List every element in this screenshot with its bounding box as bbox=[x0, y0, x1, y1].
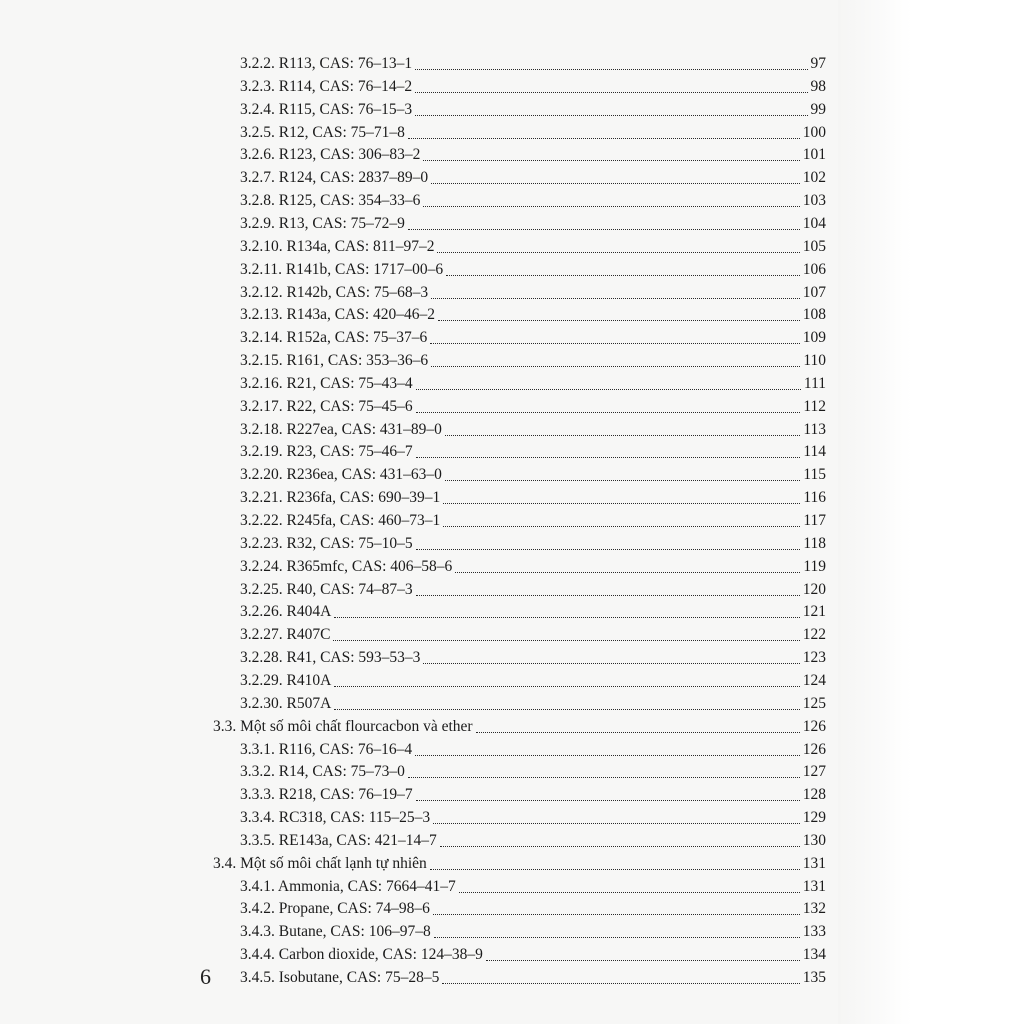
toc-entry-title: 3.4.1. Ammonia, CAS: 7664–41–7 bbox=[240, 877, 456, 895]
dot-leader bbox=[415, 69, 807, 70]
toc-subsection-entry bbox=[240, 922, 826, 942]
toc-subsection-entry bbox=[240, 77, 826, 97]
toc-entry-page: 102 bbox=[802, 169, 826, 187]
dot-leader bbox=[440, 846, 800, 847]
dot-leader bbox=[486, 960, 800, 961]
toc-subsection-entry bbox=[240, 442, 826, 462]
dot-leader bbox=[431, 298, 800, 299]
dot-leader bbox=[433, 914, 800, 915]
dot-leader bbox=[443, 526, 800, 527]
dot-leader bbox=[416, 412, 801, 413]
toc-entry-title: 3.2.4. R115, CAS: 76–15–3 bbox=[240, 100, 413, 118]
dot-leader bbox=[416, 595, 800, 596]
toc-entry-page: 111 bbox=[803, 374, 826, 392]
toc-subsection-entry bbox=[240, 328, 826, 348]
toc-entry-title: 3.2.18. R227ea, CAS: 431–89–0 bbox=[240, 420, 442, 438]
dot-leader bbox=[416, 389, 801, 390]
toc-subsection-entry bbox=[240, 191, 826, 211]
toc-entry-title: 3.4.3. Butane, CAS: 106–97–8 bbox=[240, 923, 431, 941]
toc-entry-page: 119 bbox=[803, 557, 826, 575]
toc-entry-page: 103 bbox=[802, 192, 826, 210]
toc-subsection-entry bbox=[240, 214, 826, 234]
toc-entry-title: 3.2.10. R134a, CAS: 811–97–2 bbox=[240, 237, 435, 255]
dot-leader bbox=[430, 869, 800, 870]
toc-entry-page: 126 bbox=[802, 717, 826, 735]
toc-entry-page: 100 bbox=[802, 123, 826, 141]
toc-entry-title: 3.2.26. R404A bbox=[240, 603, 332, 621]
toc-entry-title: 3.2.20. R236ea, CAS: 431–63–0 bbox=[240, 466, 442, 484]
toc-entry-page: 131 bbox=[802, 854, 826, 872]
dot-leader bbox=[416, 800, 800, 801]
toc-subsection-entry bbox=[240, 671, 826, 691]
dot-leader bbox=[443, 503, 800, 504]
toc-entry-title: 3.2.29. R410A bbox=[240, 671, 332, 689]
toc-entry-title: 3.2.25. R40, CAS: 74–87–3 bbox=[240, 580, 413, 598]
toc-entry-title: 3.2.22. R245fa, CAS: 460–73–1 bbox=[240, 512, 441, 529]
dot-leader bbox=[433, 823, 800, 824]
toc-entry-page: 121 bbox=[802, 603, 826, 621]
toc-entry-title: 3.3. Một số môi chất flourcacbon và ether bbox=[213, 717, 473, 735]
toc-entry-page: 114 bbox=[803, 443, 826, 461]
toc-entry-title: 3.2.19. R23, CAS: 75–46–7 bbox=[240, 443, 413, 461]
toc-subsection-entry bbox=[240, 351, 826, 371]
toc-entry-page: 108 bbox=[802, 306, 826, 324]
toc-entry-page: 99 bbox=[810, 100, 826, 118]
toc-entry-title: 3.2.14. R152a, CAS: 75–37–6 bbox=[240, 329, 428, 347]
toc-entry-title: 3.2.6. R123, CAS: 306–83–2 bbox=[240, 146, 421, 164]
toc-entry-page: 128 bbox=[802, 786, 826, 804]
toc-section-entry bbox=[213, 854, 826, 874]
dot-leader bbox=[442, 983, 799, 984]
toc-entry-page: 132 bbox=[802, 900, 826, 918]
dot-leader bbox=[430, 343, 799, 344]
toc-entry-page: 115 bbox=[803, 466, 826, 484]
toc-entry-title: 3.2.16. R21, CAS: 75–43–4 bbox=[240, 374, 413, 392]
toc-entry-title: 3.2.9. R13, CAS: 75–72–9 bbox=[240, 214, 405, 232]
toc-subsection-entry bbox=[240, 945, 826, 965]
toc-entry-page: 109 bbox=[802, 329, 826, 347]
dot-leader bbox=[416, 457, 801, 458]
dot-leader bbox=[455, 572, 800, 573]
toc-entry-title: 3.3.2. R14, CAS: 75–73–0 bbox=[240, 763, 405, 781]
toc-entry-title: 3.2.30. R507A bbox=[240, 694, 332, 712]
toc-entry-page: 110 bbox=[803, 352, 826, 370]
dot-leader bbox=[334, 617, 799, 618]
toc-subsection-entry bbox=[240, 808, 826, 828]
toc-entry-title: 3.2.17. R22, CAS: 75–45–6 bbox=[240, 397, 413, 415]
toc-entry-page: 113 bbox=[803, 420, 826, 438]
page-margin-background bbox=[838, 0, 1024, 1024]
toc-subsection-entry bbox=[240, 260, 826, 280]
dot-leader bbox=[423, 160, 799, 161]
toc-entry-title: 3.3.5. RE143a, CAS: 421–14–7 bbox=[240, 831, 437, 849]
toc-entry-page: 106 bbox=[802, 260, 826, 278]
toc-subsection-entry bbox=[240, 602, 826, 622]
toc-entry-page: 134 bbox=[802, 946, 826, 964]
toc-entry-page: 133 bbox=[802, 923, 826, 941]
dot-leader bbox=[434, 937, 800, 938]
dot-leader bbox=[415, 755, 800, 756]
toc-subsection-entry bbox=[240, 968, 826, 988]
dot-leader bbox=[408, 138, 800, 139]
toc-entry-title: 3.4. Một số môi chất lạnh tự nhiên bbox=[213, 854, 427, 872]
page-number: 6 bbox=[200, 964, 211, 989]
toc-subsection-entry bbox=[240, 123, 826, 143]
dot-leader bbox=[415, 115, 807, 116]
dot-leader bbox=[459, 892, 800, 893]
toc-section-entry bbox=[213, 717, 826, 737]
toc-entry-page: 104 bbox=[802, 214, 826, 232]
dot-leader bbox=[445, 435, 800, 436]
dot-leader bbox=[476, 732, 800, 733]
toc-subsection-entry bbox=[240, 580, 826, 600]
toc-entry-page: 129 bbox=[802, 809, 826, 827]
toc-entry-page: 118 bbox=[803, 534, 826, 552]
toc-subsection-entry bbox=[240, 100, 826, 120]
toc-subsection-entry bbox=[240, 465, 826, 485]
toc-subsection-entry bbox=[240, 899, 826, 919]
toc-subsection-entry bbox=[240, 557, 826, 577]
toc-subsection-entry bbox=[240, 54, 826, 74]
toc-entry-title: 3.3.1. R116, CAS: 76–16–4 bbox=[240, 740, 413, 758]
toc-subsection-entry bbox=[240, 488, 826, 508]
dot-leader bbox=[446, 275, 800, 276]
dot-leader bbox=[408, 229, 800, 230]
dot-leader bbox=[423, 663, 799, 664]
toc-entry-title: 3.2.8. R125, CAS: 354–33–6 bbox=[240, 192, 421, 210]
toc-entry-title: 3.2.15. R161, CAS: 353–36–6 bbox=[240, 352, 429, 370]
toc-subsection-entry bbox=[240, 237, 826, 257]
toc-entry-title: 3.4.4. Carbon dioxide, CAS: 124–38–9 bbox=[240, 946, 483, 964]
toc-entry-title: 3.2.23. R32, CAS: 75–10–5 bbox=[240, 534, 413, 552]
toc-subsection-entry bbox=[240, 831, 826, 851]
toc-subsection-entry bbox=[240, 511, 826, 531]
dot-leader bbox=[445, 480, 800, 481]
toc-entry-page: 130 bbox=[802, 831, 826, 849]
toc-entry-page: 124 bbox=[802, 671, 826, 689]
toc-entry-title: 3.2.11. R141b, CAS: 1717–00–6 bbox=[240, 260, 444, 278]
toc-entry-page: 131 bbox=[802, 877, 826, 895]
toc-subsection-entry bbox=[240, 762, 826, 782]
toc-subsection-entry bbox=[240, 283, 826, 303]
toc-subsection-entry bbox=[240, 168, 826, 188]
toc-entry-page: 107 bbox=[802, 283, 826, 301]
dot-leader bbox=[334, 709, 799, 710]
dot-leader bbox=[438, 320, 800, 321]
dot-leader bbox=[431, 183, 800, 184]
toc-entry-page: 105 bbox=[802, 237, 826, 255]
dot-leader bbox=[333, 640, 799, 641]
toc-entry-page: 135 bbox=[802, 969, 826, 986]
toc-subsection-entry bbox=[240, 648, 826, 668]
toc-entry-page: 116 bbox=[803, 489, 826, 507]
toc-entry-title: 3.2.27. R407C bbox=[240, 626, 331, 644]
toc-entry-title: 3.3.4. RC318, CAS: 115–25–3 bbox=[240, 809, 431, 827]
toc-entry-page: 122 bbox=[802, 626, 826, 644]
toc-entry-title: 3.2.21. R236fa, CAS: 690–39–1 bbox=[240, 489, 441, 507]
toc-subsection-entry bbox=[240, 694, 826, 714]
dot-leader bbox=[437, 252, 799, 253]
toc-entry-title: 3.2.24. R365mfc, CAS: 406–58–6 bbox=[240, 557, 453, 575]
toc-entry-title: 3.2.5. R12, CAS: 75–71–8 bbox=[240, 123, 405, 141]
toc-subsection-entry bbox=[240, 740, 826, 760]
toc-entry-page: 97 bbox=[810, 55, 826, 72]
toc-entry-title: 3.2.7. R124, CAS: 2837–89–0 bbox=[240, 169, 429, 187]
toc-entry-title: 3.2.3. R114, CAS: 76–14–2 bbox=[240, 77, 413, 95]
toc-subsection-entry bbox=[240, 785, 826, 805]
toc-subsection-entry bbox=[240, 374, 826, 394]
toc-entry-title: 3.4.2. Propane, CAS: 74–98–6 bbox=[240, 900, 430, 918]
toc-subsection-entry bbox=[240, 305, 826, 325]
toc-entry-title: 3.2.13. R143a, CAS: 420–46–2 bbox=[240, 306, 436, 324]
toc-entry-title: 3.2.12. R142b, CAS: 75–68–3 bbox=[240, 283, 429, 301]
toc-entry-page: 98 bbox=[810, 77, 826, 95]
toc-entry-title: 3.4.5. Isobutane, CAS: 75–28–5 bbox=[240, 969, 440, 986]
dot-leader bbox=[416, 549, 801, 550]
toc-entry-page: 112 bbox=[803, 397, 826, 415]
toc-subsection-entry bbox=[240, 534, 826, 554]
toc-entry-page: 123 bbox=[802, 649, 826, 667]
toc-entry-title: 3.3.3. R218, CAS: 76–19–7 bbox=[240, 786, 413, 804]
dot-leader bbox=[415, 92, 807, 93]
toc-entry-page: 101 bbox=[802, 146, 826, 164]
toc-entry-page: 120 bbox=[802, 580, 826, 598]
toc-subsection-entry bbox=[240, 420, 826, 440]
toc-entry-page: 126 bbox=[802, 740, 826, 758]
dot-leader bbox=[334, 686, 799, 687]
toc-subsection-entry bbox=[240, 625, 826, 645]
toc-subsection-entry bbox=[240, 877, 826, 897]
dot-leader bbox=[408, 777, 800, 778]
toc-entry-title: 3.2.2. R113, CAS: 76–13–1 bbox=[240, 55, 413, 72]
toc-entry-page: 127 bbox=[802, 763, 826, 781]
dot-leader bbox=[431, 366, 800, 367]
toc-entry-page: 117 bbox=[803, 512, 826, 529]
toc-subsection-entry bbox=[240, 145, 826, 165]
dot-leader bbox=[423, 206, 799, 207]
toc-entry-title: 3.2.28. R41, CAS: 593–53–3 bbox=[240, 649, 421, 667]
toc-entry-page: 125 bbox=[802, 694, 826, 712]
toc-subsection-entry bbox=[240, 397, 826, 417]
